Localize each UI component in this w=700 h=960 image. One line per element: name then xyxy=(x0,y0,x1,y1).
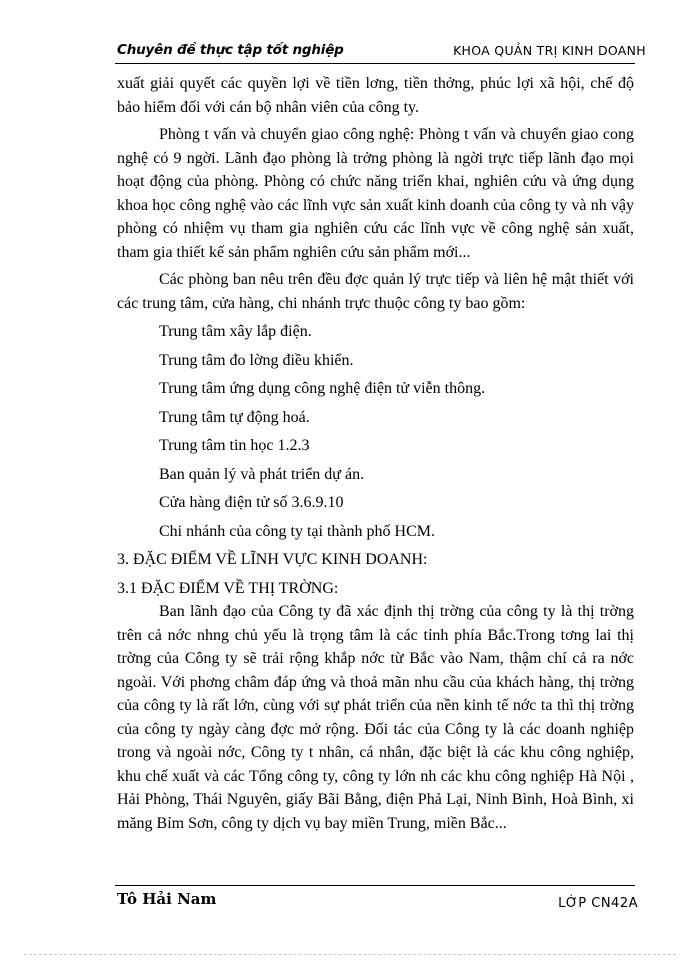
section-heading: 3. ĐẶC ĐIỂM VỀ LĨNH VỰC KINH DOANH: xyxy=(117,551,428,568)
footer-class: LỚP CN42A xyxy=(558,896,638,911)
footer-author: Tô Hải Nam xyxy=(117,890,217,908)
list-item-unit: Ban quản lý và phát triển dự án. xyxy=(159,465,365,483)
list-item-unit: Trung tâm tin học 1.2.3 xyxy=(159,437,310,454)
paragraph-departments: Các phòng ban nêu trên đều đợc quản lý trực tiếp và liên hệ mật thiết với các trung tâm, cửa hàng, chi nhánh trực thuộc công ty bao gồm: xyxy=(117,271,634,312)
list-item-unit: Trung tâm tự động hoá. xyxy=(159,408,310,426)
list-item-unit: Trung tâm ứng dụng công nghệ điện tử viễn thông. xyxy=(159,380,486,397)
list-item-unit: Cửa hàng điện tử số 3.6.9.10 xyxy=(159,494,344,511)
list-item-unit: Chi nhánh của công ty tại thành phố HCM. xyxy=(159,522,435,540)
header-thesis-title: Chuyên đề thực tập tốt nghiệp xyxy=(117,42,344,58)
list-item-unit: Trung tâm đo lờng điều khiển. xyxy=(159,351,354,369)
header-faculty: KHOA QUẢN TRỊ KINH DOANH xyxy=(453,43,646,58)
body-text xyxy=(117,72,634,835)
list-item-unit: Trung tâm xây lắp điện. xyxy=(159,323,312,340)
subsection-heading: 3.1 ĐẶC ĐIỂM VỀ THỊ TRỜNG: xyxy=(117,579,339,597)
paragraph-market: Ban lãnh đạo của Công ty đã xác định thị trờng của công ty là thị trờng trên cả nớc nhng chủ yếu là trọng tâm là các tỉnh phía Bắc.Trong tơng lai thị trờng của Công ty sẽ trải rộng khắp nớc từ Bắc vào Nam, thậm chí cả ra nớc ngoài. Với phơng châm đáp ứng và thoả mãn nhu cầu của khách hàng, thị trờng của công ty là rất lớn, cùng với sự phát triển của nền kinh tế nớc ta thì thị trờng của công ty ngày càng đợc mở rộng. Đối tác của Công ty là các doanh nghiệp trong và ngoài nớc, Công ty t nhân, cá nhân, đặc biệt là các khu công nghiệp, khu chế xuất và các Tổng công ty, công ty lớn nh các khu công nghiệp Hà Nội , Hải Phòng, Thái Nguyên, giấy Bãi Bằng, điện Phả Lại, Ninh Bình, Hoà Bình, xi măng Bỉm Sơn, công ty dịch vụ bay miền Trung, miền Bắc... xyxy=(117,603,634,832)
page-bottom-edge xyxy=(24,954,676,955)
paragraph-benefits: xuất giải quyết các quyền lợi về tiền lơng, tiền thởng, phúc lợi xã hội, chế độ bảo hiểm đối với cán bộ nhân viên của công ty. xyxy=(117,75,634,116)
header-divider xyxy=(115,63,635,64)
footer-divider xyxy=(115,885,635,886)
paragraph-consulting-dept: Phòng t vấn và chuyển giao công nghệ: Phòng t vấn và chuyển giao cong nghệ có 9 ngời. Lãnh đạo phòng là trởng phòng là ngời trực tiếp lãnh đạo mọi hoạt động của phòng. Phòng có chức năng triển khai, nghiên cứu và ứng dụng khoa học công nghệ vào các lĩnh vực sản xuất kinh doanh của công ty và nh vậy phòng có nhiệm vụ tham gia nghiên cứu các lĩnh vực về công nghệ sản xuất, tham gia thiết kế sản phẩm nghiên cứu sản phẩm mới... xyxy=(117,126,634,261)
